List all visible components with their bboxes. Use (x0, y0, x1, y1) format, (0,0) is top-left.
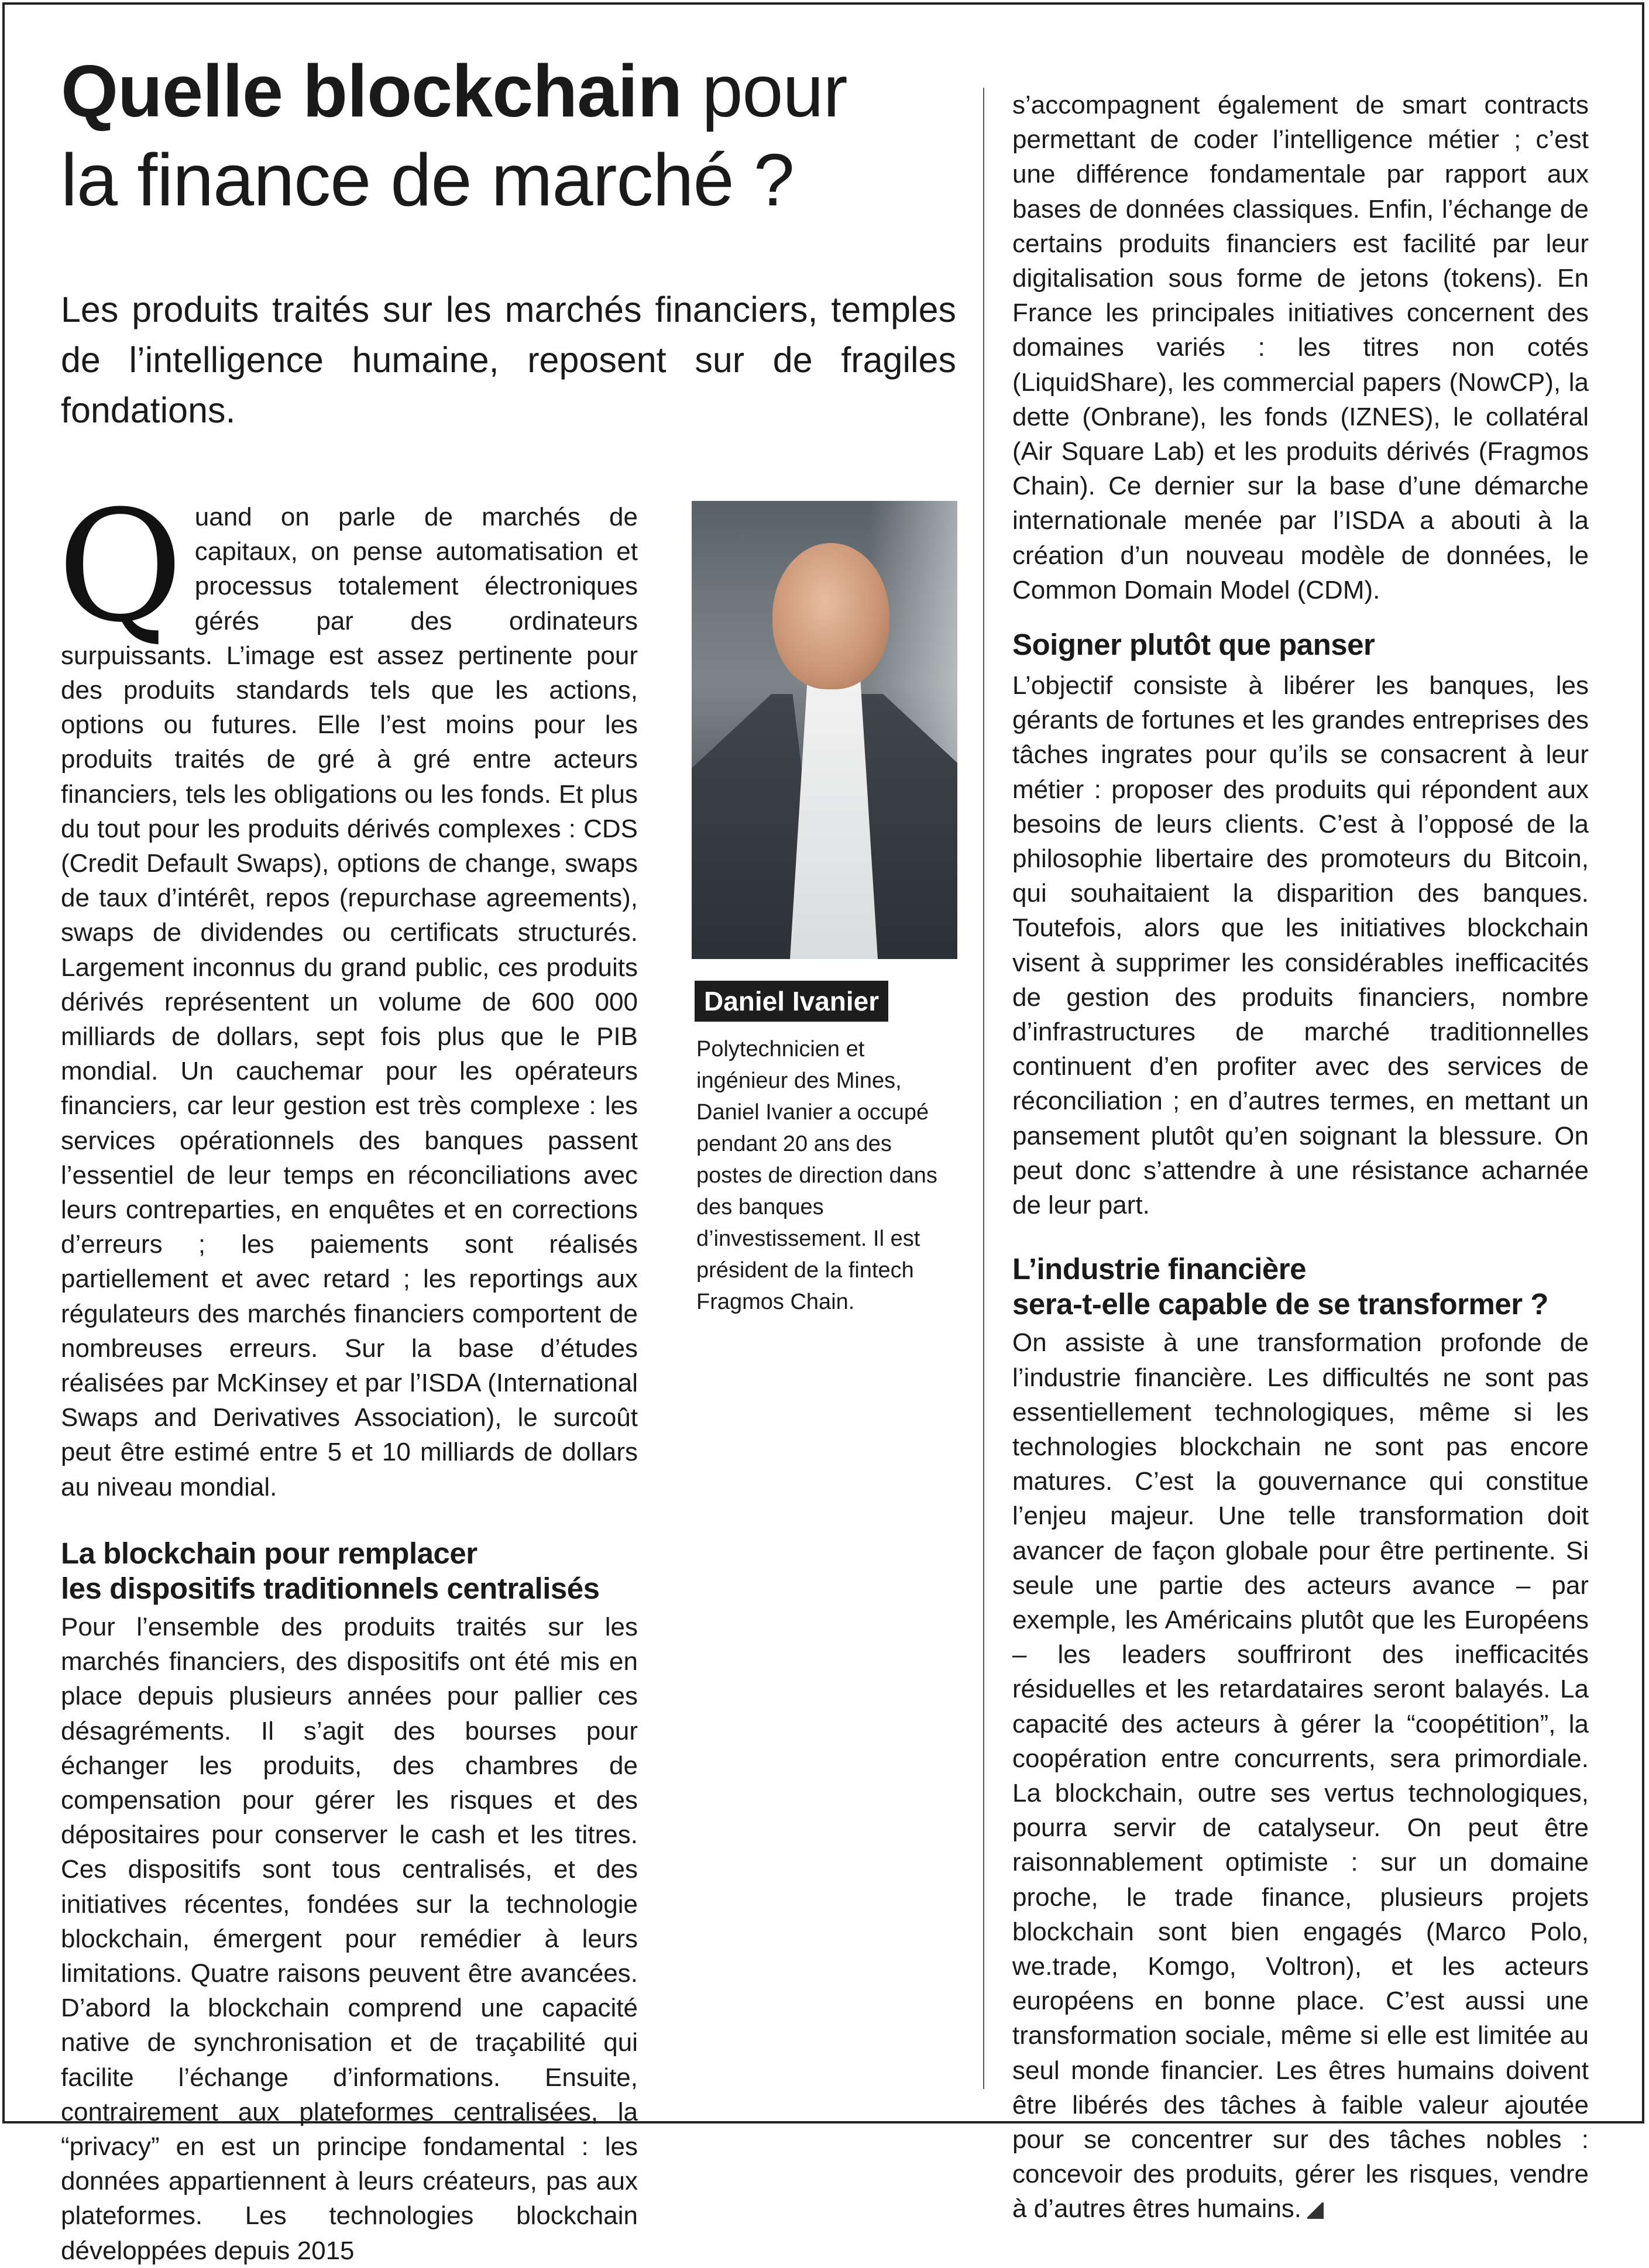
section-paragraph-blockchain: Pour l’ensemble des produits traités sur les marchés financiers, des dispositifs ont été mis en place depuis plusieurs années pour pallier ces désagréments. Il s’agit des bourses pour échanger les produits, des chambres de compensation pour gérer les risques et des dépositaires pour conserver le cash et les titres. Ces dispositifs sont tous centralisés, et des initiatives récentes, fondées sur la technologie blockchain, émergent pour remédier à leurs limitations. Quatre raisons peuvent être avancées. D’abord la blockchain comprend une capacité native de synchronisation et de traçabilité qui facilite l’échange d’informations. Ensuite, contrairement aux plateformes centralisées, la “privacy” en est un principe fondamental : les données appartiennent à leurs créateurs, pas aux plateformes. Les technologies blockchain développées depuis 2015 (61, 1612, 638, 2265)
left-column (57, 477, 638, 2268)
article-lead: Les produits traités sur les marchés financiers, temples de l’intelligence humaine, reposent sur de fragiles fondations. (61, 290, 956, 430)
end-mark-icon (1307, 2202, 1324, 2219)
column-divider (983, 88, 984, 2089)
author-photo (692, 501, 957, 959)
section-heading-soigner: Soigner plutôt que panser (1012, 628, 1375, 662)
section-heading-blockchain: La blockchain pour remplacer les dispositifs traditionnels centralisés (61, 1536, 600, 1605)
right-column (1012, 88, 1589, 2226)
author-name: Daniel Ivanier (695, 981, 888, 1022)
section-paragraph-soigner: L’objectif consiste à libérer les banques, les gérants de fortunes et les grandes entreprises des tâches ingrates pour qu’ils se consacrent à leur métier : proposer des produits qui répondent aux besoins de leurs clients. C’est à l’opposé de la philosophie libertaire des promoteurs du Bitcoin, qui souhaitaient la disparition des banques. Toutefois, alors que les initiatives blockchain visent à supprimer les considérables inefficacités de gestion des produits financiers, nombre d’infrastructures de marché traditionnelles continuent d’en profiter avec des services de réconciliation ; en d’autres termes, en mettant un pansement plutôt qu’en soignant la blessure. On peut donc s’attendre à une résistance acharnée de leur part. (1012, 671, 1589, 1220)
drop-cap: Q (57, 477, 183, 656)
continued-paragraph: s’accompagnent également de smart contracts permettant de coder l’intelligence métier ; c’est une différence fondamentale par rapport aux bases de données classiques. Enfin, l’échange de certains produits financiers est facilité par leur digitalisation sous forme de jetons (tokens). En France les principales initiatives concernent des domaines variés : les titres non cotés (LiquidShare), les commercial papers (NowCP), la dette (Onbrane), les fonds (IZNES), le collatéral (Air Square Lab) et les produits dérivés (Fragmos Chain). Ce dernier sur la base d’une démarche internationale menée par l’ISDA a abouti à la création d’un nouveau modèle de données, le Common Domain Model (CDM). (1012, 91, 1589, 604)
section-heading-industrie: L’industrie financière sera-t-elle capable de se transformer ? (1012, 1252, 1548, 1321)
article-title: Quelle blockchain pour la finance de marché ? (61, 50, 847, 221)
intro-paragraph: Quand on parle de marchés de capitaux, on pense automatisation et processus totalement électroniques gérés par des ordinateurs surpuissants. L’image est assez pertinente pour des produits standards tels que les actions, options ou futures. Elle l’est moins pour les produits traités de gré à gré entre acteurs financiers, tels les obligations ou les fonds. Et plus du tout pour les produits dérivés complexes : CDS (Credit Default Swaps), options de change, swaps de taux d’intérêt, repos (repurchase agreements), swaps de dividendes ou certificats structurés. Largement inconnus du grand public, ces produits dérivés représentent un volume de 600 000 milliards de dollars, sept fois plus que le PIB mondial. Un cauchemar pour les opérateurs financiers, car leur gestion est très complexe : les services opérationnels des banques passent l’essentiel de leur temps en réconciliations avec leurs contreparties, en enquêtes et en corrections d’erreurs ; les paiements sont réalisés partiellement et avec retard ; les reportings aux régulateurs des marchés financiers comportent de nombreuses erreurs. Sur la base d’études réalisées par McKinsey et par l’ISDA (International Swaps and Derivatives Association), le surcoût peut être estimé entre 5 et 10 milliards de dollars au niveau mondial. (57, 477, 638, 1501)
author-bio: Polytechnicien et ingénieur des Mines, Daniel Ivanier a occupé pendant 20 ans des postes de direction dans des banques d’investissement. Il est président de la fintech Fragmos Chain. (696, 1037, 937, 1314)
section-paragraph-industrie: On assiste à une transformation profonde de l’industrie financière. Les difficultés ne sont pas essentiellement technologiques, même si les technologies blockchain ne sont pas encore matures. C’est la gouvernance qui constitue l’enjeu majeur. Une telle transformation doit avancer de façon globale pour être pertinente. Si seule une partie des acteurs avance – par exemple, les Américains plutôt que les Européens – les leaders souffriront des inefficacités résiduelles et les retardataires seront balayés. La capacité des acteurs à gérer la “coopétition”, la coopération entre concurrents, sera primordiale. La blockchain, outre ses vertus technologiques, pourra servir de catalyseur. On peut être raisonnablement optimiste : sur un domaine proche, le trade finance, plusieurs projets blockchain sont bien engagés (Marco Polo, we.trade, Komgo, Voltron), et les acteurs européens en bonne place. C’est aussi une transformation sociale, même si elle est limitée au seul monde financier. Les êtres humains doivent être libérés des tâches à faible valeur ajoutée pour se concentrer sur des tâches nobles : concevoir des produits, gérer les risques, vendre à d’autres êtres humains. (1012, 1328, 1589, 2224)
